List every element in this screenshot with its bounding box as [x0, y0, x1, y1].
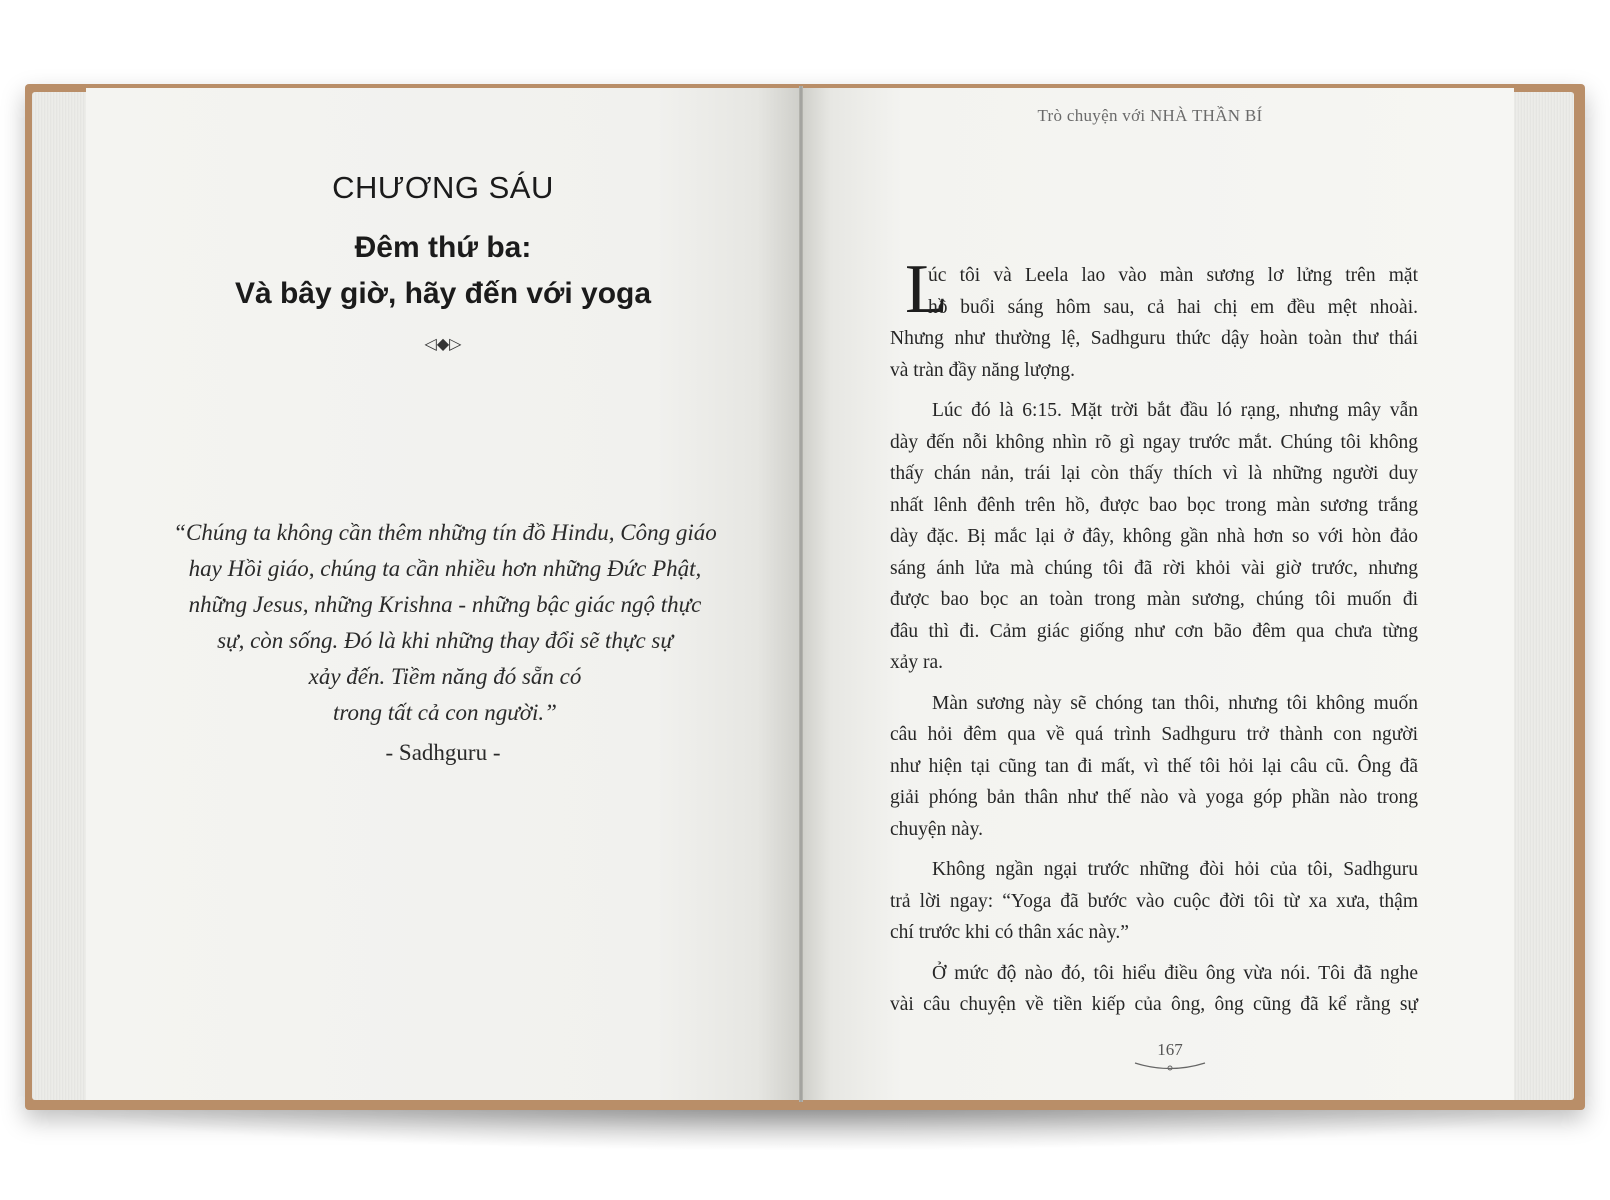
quote-line: “Chúng ta không cần thêm những tín đồ Hindu, Công giáo [173, 520, 717, 545]
text-line: Ở mức độ nào đó, tôi hiểu điều ông vừa nói. Tôi đã nghe [932, 962, 1418, 984]
text-line: úc tôi và Leela lao vào màn sương lơ lửng trên mặt [928, 265, 1418, 286]
page-number-ornament [1133, 1060, 1207, 1072]
drop-cap: L [905, 251, 948, 328]
epigraph-quote [150, 515, 740, 731]
text-line: như hiện tại cũng tan đi mất, vì thế tôi hỏi lại câu cũ. Ông đã [890, 755, 1418, 777]
text-line: được bao bọc an toàn trong màn sương, chúng tôi muốn đi [890, 589, 1418, 610]
quote-line: những Jesus, những Krishna - những bậc giác ngộ thực [188, 592, 702, 617]
text-line: Màn sương này sẽ chóng tan thôi, nhưng tôi không muốn [932, 692, 1418, 714]
text-line: Lúc đó là 6:15. Mặt trời bắt đầu ló rạng, nhưng mây vẫn [932, 400, 1418, 421]
quote-line: sự, còn sống. Đó là khi những thay đổi sẽ thực sự [217, 628, 673, 653]
page-number: 167 [1157, 1040, 1183, 1059]
text-line: và tràn đầy năng lượng. [890, 359, 1075, 381]
text-line: xảy ra. [890, 652, 944, 673]
text-line: trả lời ngay: “Yoga đã bước vào cuộc đời tôi từ xa xưa, thậm [890, 890, 1418, 912]
paragraph [890, 688, 1418, 846]
text-line: đâu thì đi. Cảm giác giống như cơn bão đêm qua chưa từng [890, 620, 1418, 642]
text-line: giải phóng bản thân như thế nào và yoga góp phần nào trong [890, 787, 1418, 808]
page-edges-right [1510, 92, 1574, 1100]
text-line: câu hỏi đêm qua về quá trình Sadhguru trở thành con người [890, 724, 1418, 745]
text-line: chuyện này. [890, 818, 983, 840]
chapter-subtitle-line2: Và bây giờ, hãy đến với yoga [234, 277, 652, 310]
text-line: dày đến nỗi không nhìn rõ gì ngay trước mắt. Chúng tôi không [890, 431, 1418, 453]
quote-attribution: - Sadhguru - [385, 740, 501, 765]
text-line: sáng ánh lửa mà chúng tôi đã rời khỏi vài giờ trước, nhưng [890, 557, 1418, 579]
chapter-subtitle-line1: Đêm thứ ba: [354, 231, 532, 264]
running-head: Trò chuyện với NHÀ THẦN BÍ [1037, 106, 1263, 125]
text-line: Nhưng như thường lệ, Sadhguru thức dậy hoàn toàn thư thái [890, 328, 1418, 349]
paragraph [890, 395, 1418, 679]
quote-line: xảy đến. Tiềm năng đó sẵn có [308, 664, 582, 689]
page-edges-left [32, 92, 92, 1100]
chapter-label: CHƯƠNG SÁU [332, 170, 554, 205]
quote-line: trong tất cả con người.” [333, 700, 557, 725]
quote-line: hay Hồi giáo, chúng ta cần nhiều hơn những Đức Phật, [188, 556, 702, 581]
paragraph [890, 958, 1418, 1021]
text-line: nhất lênh đênh trên hồ, được bao bọc trong màn sương trắng [890, 494, 1418, 516]
text-line: chí trước khi có thân xác này.” [890, 922, 1129, 943]
paragraph [890, 251, 1418, 386]
text-line: Không ngần ngại trước những đòi hỏi của tôi, Sadhguru [932, 859, 1418, 880]
text-line: vài câu chuyện về tiền kiếp của ông, ông cũng đã kể rằng sự [890, 994, 1418, 1015]
text-line: hồ buổi sáng hôm sau, cả hai chị em đều mệt nhoài. [928, 296, 1418, 318]
body-text [890, 251, 1418, 1030]
ornament-divider: ◁◆▷ [424, 336, 462, 353]
paragraph [890, 854, 1418, 949]
text-line: dày đặc. Bị mắc lại ở đây, không gần nhà hơn so với hòn đảo [890, 526, 1418, 547]
text-line: thấy chán nản, trái lại còn thấy thích vì là những người duy [890, 463, 1418, 484]
